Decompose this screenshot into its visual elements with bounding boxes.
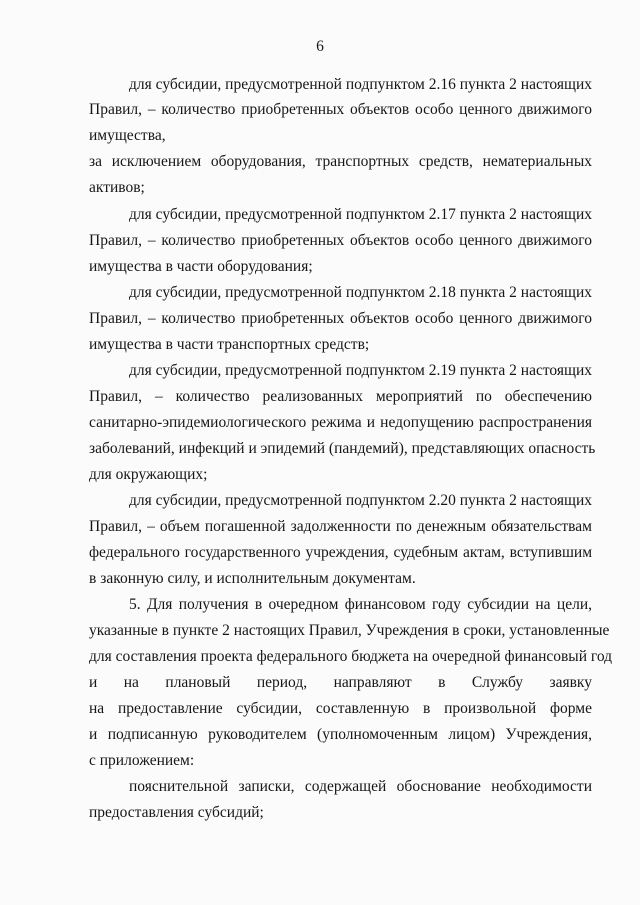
text-line: для окружающих;	[89, 466, 208, 483]
text-line: в законную силу, и исполнительным документам.	[89, 570, 416, 587]
text-line: для субсидии, предусмотренной подпунктом 2.16 пункта 2 настоящих	[129, 76, 592, 93]
text-line: Правил, – количество приобретенных объектов особо ценного движимого	[89, 232, 592, 249]
text-line: имущества в части оборудования;	[89, 258, 313, 275]
text-line: Правил, – количество приобретенных объектов особо ценного движимого	[89, 101, 592, 118]
text-line: федерального государственного учреждения, судебным актам, вступившим	[89, 544, 592, 561]
text-line: имущества в части транспортных средств;	[89, 336, 370, 353]
page-number: 6	[316, 38, 324, 55]
text-line: указанные в пункте 2 настоящих Правил, Учреждения в сроки, установленные	[89, 622, 610, 639]
text-line: и подписанную руководителем (уполномоченным лицом) Учреждения,	[89, 726, 592, 743]
text-line: пояснительной записки, содержащей обоснование необходимости	[129, 778, 592, 795]
text-line: на предоставление субсидии, составленную в произвольной форме	[89, 700, 592, 717]
text-line: имущества,	[89, 127, 166, 144]
text-line: для субсидии, предусмотренной подпунктом 2.19 пункта 2 настоящих	[129, 362, 592, 379]
text-line: Правил, – количество приобретенных объектов особо ценного движимого	[89, 310, 592, 327]
text-line: активов;	[89, 179, 145, 196]
text-line: Правил, – количество реализованных мероприятий по обеспечению	[89, 388, 592, 405]
text-line: для составления проекта федерального бюджета на очередной финансовый год	[89, 648, 613, 665]
text-line: за исключением оборудования, транспортных средств, нематериальных	[89, 153, 592, 170]
text-line: заболеваний, инфекций и эпидемий (пандемий), представляющих опасность	[89, 440, 596, 457]
text-line: предоставления субсидий;	[89, 804, 264, 821]
text-line: Правил, – объем погашенной задолженности по денежным обязательствам	[89, 518, 592, 535]
text-line: для субсидии, предусмотренной подпунктом 2.20 пункта 2 настоящих	[129, 492, 592, 509]
text-line: санитарно-эпидемиологического режима и недопущению распространения	[89, 414, 592, 431]
text-line: с приложением:	[89, 752, 195, 769]
text-line: для субсидии, предусмотренной подпунктом 2.18 пункта 2 настоящих	[129, 284, 592, 301]
text-line: для субсидии, предусмотренной подпунктом 2.17 пункта 2 настоящих	[129, 206, 592, 223]
text-line: и на плановый период, направляют в Службу заявку	[89, 674, 592, 691]
text-line: 5. Для получения в очередном финансовом году субсидии на цели,	[129, 596, 592, 613]
